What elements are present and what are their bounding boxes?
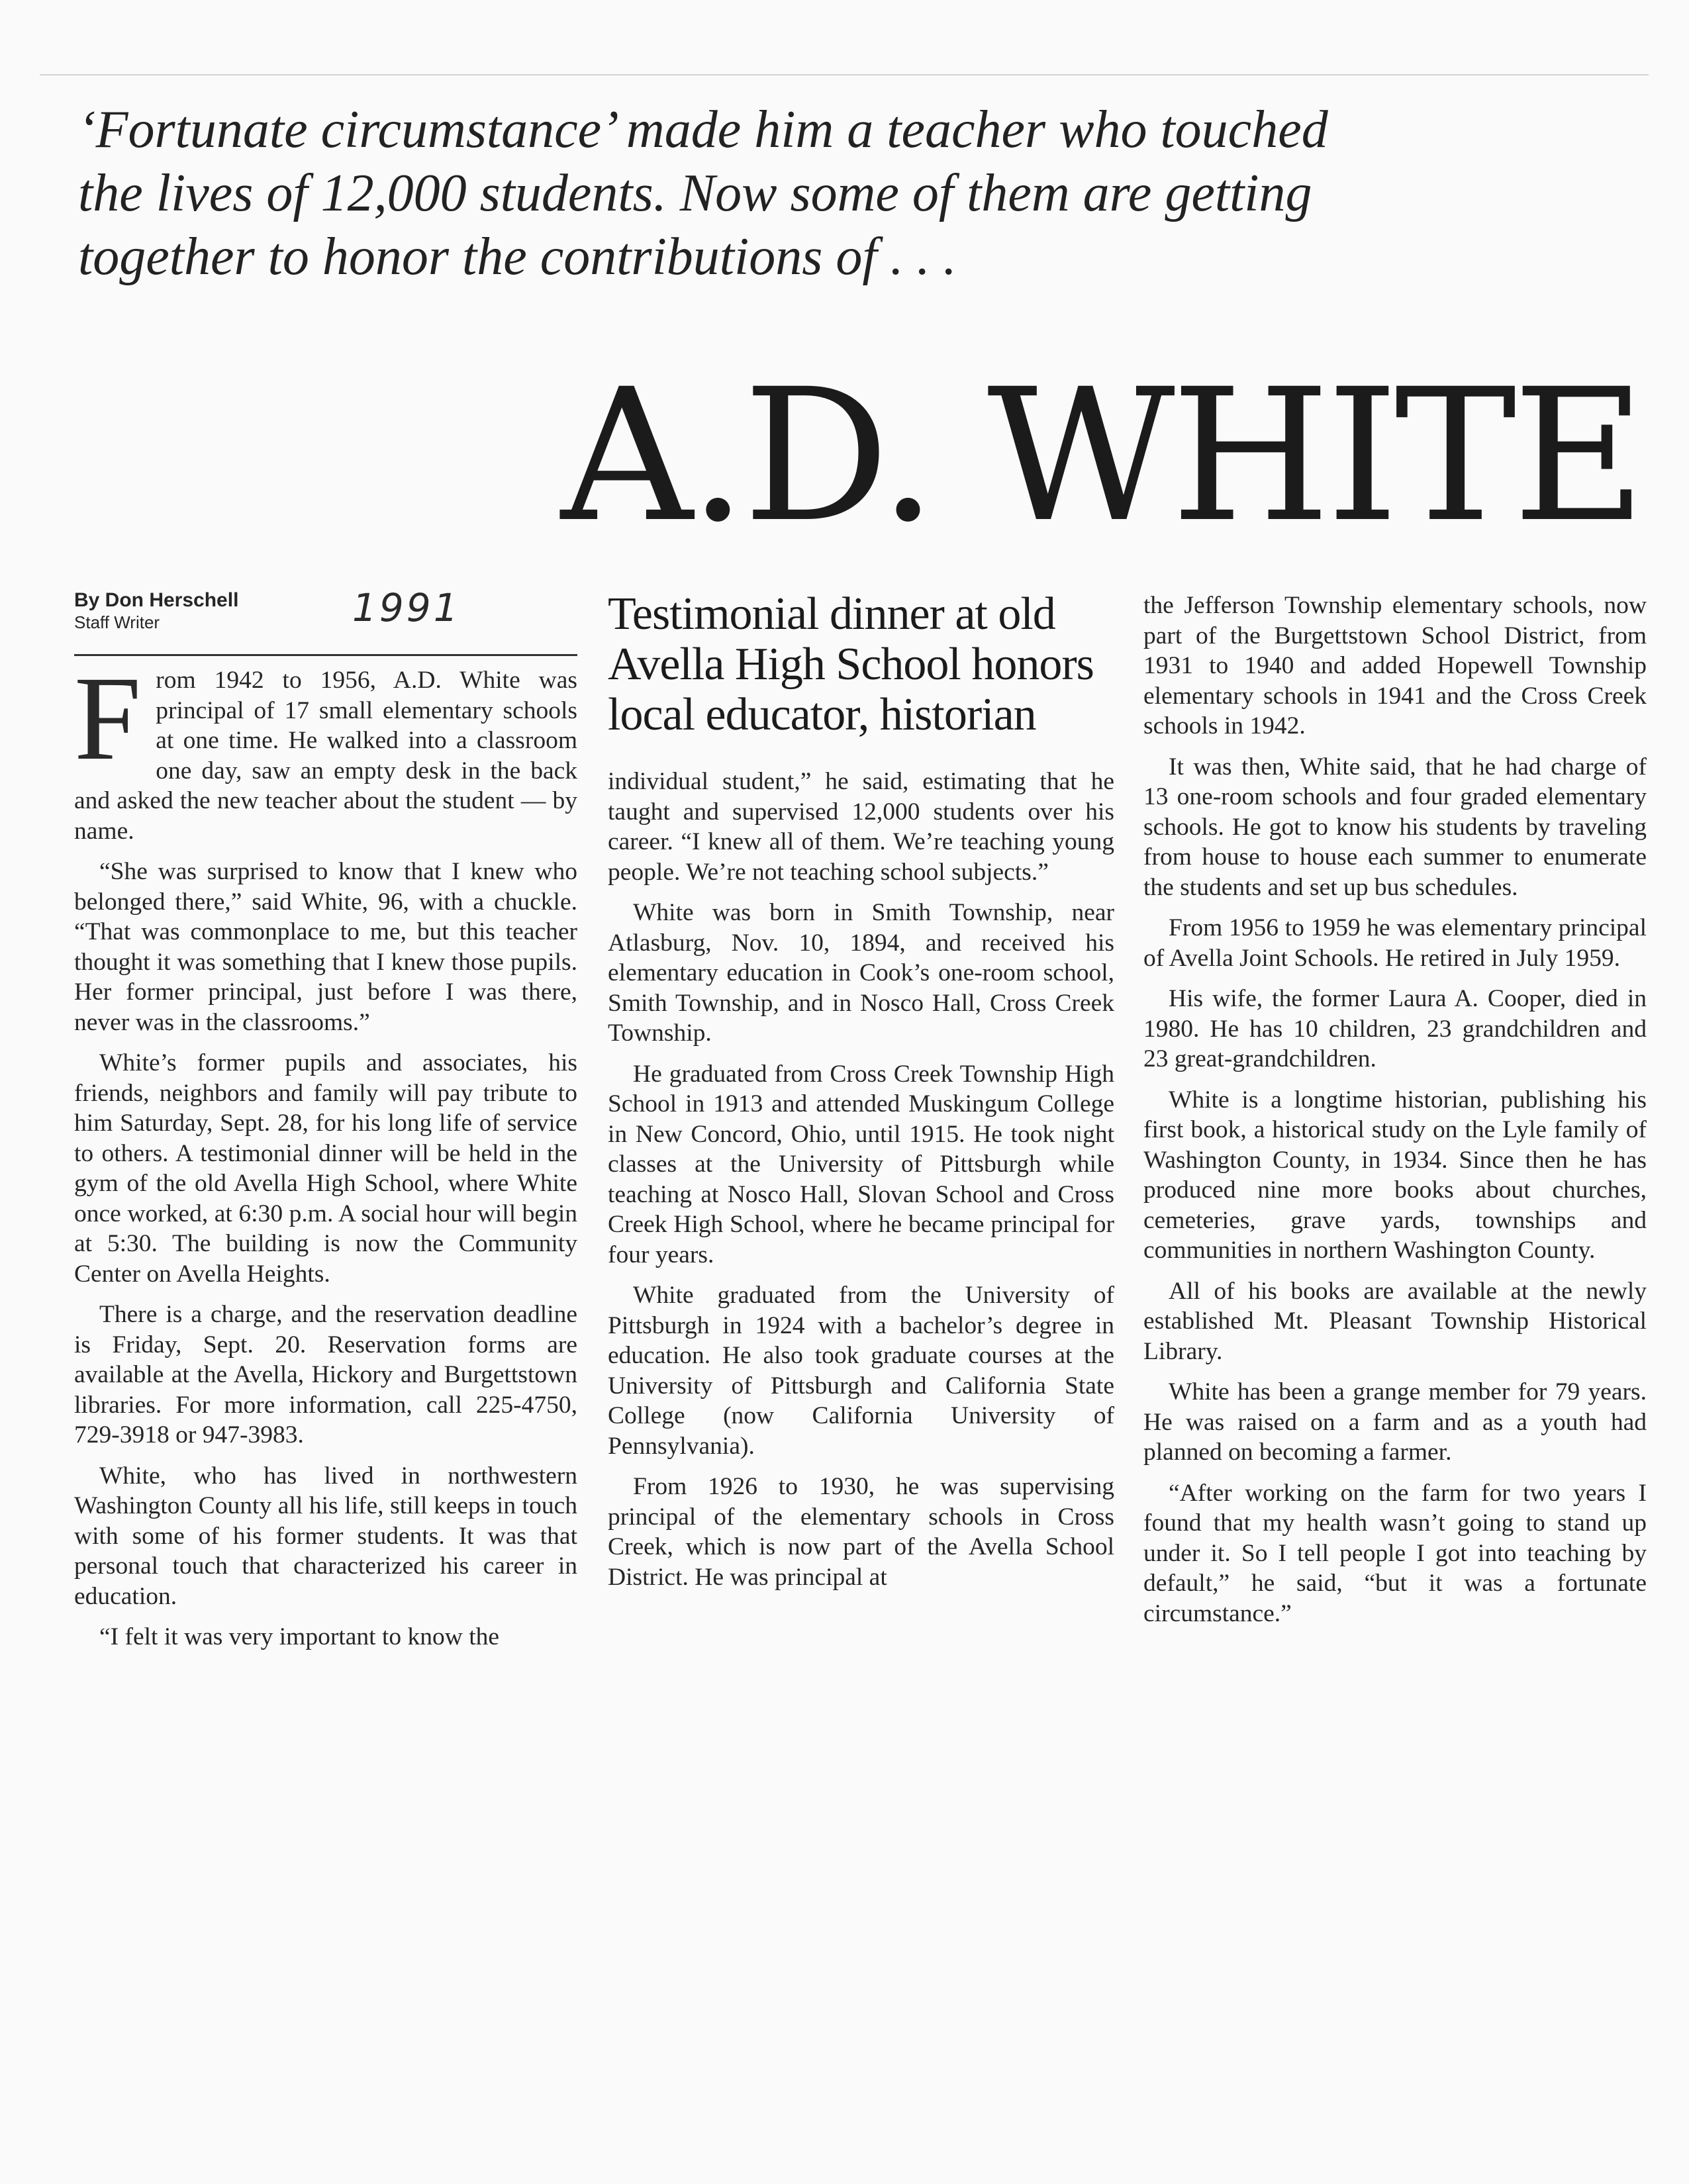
paragraph: White graduated from the University of Pittsburgh in 1924 with a bachelor’s degree in education. He also took graduate courses at the University of Pittsburgh and California State College (now California University of Pennsylvania). (608, 1282, 1114, 1460)
deck-headline (78, 98, 1627, 289)
drop-cap: F (74, 652, 142, 785)
deck-line-3: together to honor the contributions of . . . (78, 228, 957, 286)
paragraph: From 1926 to 1930, he was supervising principal of the elementary schools in Cross Creek, which is now part of the Avella School District. He was principal at (608, 1473, 1114, 1591)
paragraph: “She was surprised to know that I knew who belonged there,” said White, 96, with a chuckle. “That was commonplace to me, but this teacher thought it was something that I knew those pupils. Her former principal, just before I was there, never was in the classrooms.” (74, 858, 577, 1036)
paragraph: There is a charge, and the reservation deadline is Friday, Sept. 20. Reservation forms are available at the Avella, Hickory and Burgettstown libraries. For more information, call 225-4750, 729-3918 or 947-3983. (74, 1301, 577, 1448)
paragraph: From 1956 to 1959 he was elementary principal of Avella Joint Schools. He retired in July 1959. (1143, 914, 1647, 972)
paragraph: He graduated from Cross Creek Township High School in 1913 and attended Muskingum College in New Concord, Ohio, until 1915. He took night classes at the University of Pittsburgh while teaching at Nosco Hall, Slovan School and Cross Creek High School, where he became principal for four years. (608, 1060, 1114, 1268)
paragraph: White has been a grange member for 79 years. He was raised on a farm and as a youth had planned on becoming a farmer. (1143, 1378, 1647, 1466)
clipping-edge (40, 74, 1649, 75)
paragraph: “After working on the farm for two years I found that my health wasn’t going to stand up under it. So I tell people I got into teaching by default,” he said, “but it was a fortunate circumstance.” (1143, 1479, 1647, 1627)
paragraph: White, who has lived in northwestern Washington County all his life, still keeps in touch with some of his former students. It was that personal touch that characterized his career in education. (74, 1462, 577, 1610)
paragraph: White’s former pupils and associates, his friends, neighbors and family will pay tribute to him Saturday, Sept. 28, for his long life of service to others. A testimonial dinner will be held in the gym of the old Avella High School, where White once worked, at 6:30 p.m. A social hour will begin at 5:30. The building is now the Community Center on Avella Heights. (74, 1049, 577, 1288)
paragraph: His wife, the former Laura A. Cooper, died in 1980. He has 10 children, 23 grandchildren and 23 great-grandchildren. (1143, 985, 1647, 1072)
article-column-3 (1143, 591, 1647, 1639)
paragraph: All of his books are available at the newly established Mt. Pleasant Township Historical Library. (1143, 1277, 1647, 1365)
deck-line-2: the lives of 12,000 students. Now some of them are getting (78, 164, 1312, 222)
paragraph: individual student,” he said, estimating that he taught and supervised 12,000 students over his career. “I knew all of them. We’re teaching young people. We’re not teaching school subjects.” (608, 768, 1114, 886)
byline (74, 585, 577, 656)
article-column-2 (608, 589, 1114, 1603)
paragraph: the Jefferson Township elementary schools, now part of the Burgettstown School District, from 1931 to 1940 and added Hopewell Township elementary schools in 1941 and the Cross Creek schools in 1942. (1143, 592, 1647, 739)
main-headline: A.D. WHITE (561, 350, 1642, 563)
paragraph: “I felt it was very important to know the (99, 1623, 500, 1650)
subheadline: Testimonial dinner at old Avella High School honors local educator, historian (608, 589, 1094, 740)
article-column-1 (74, 585, 577, 1663)
paragraph: It was then, White said, that he had charge of 13 one-room schools and four graded elementary schools. He got to know his students by traveling from house to house each summer to enumerate the students and set up bus schedules. (1143, 753, 1647, 901)
byline-role: Staff Writer (74, 612, 160, 632)
paragraph: White was born in Smith Township, near Atlasburg, Nov. 10, 1894, and received his elementary education in Cook’s one-room school, Smith Township, and in Nosco Hall, Cross Creek Township. (608, 899, 1114, 1047)
paragraph: White is a longtime historian, publishing his first book, a historical study on the Lyle family of Washington County, in 1934. Since then he has produced nine more books about churches, cemeteries, grave yards, townships and communities in northern Washington County. (1143, 1086, 1647, 1264)
deck-line-1: ‘Fortunate circumstance’ made him a teacher who touched (78, 101, 1328, 159)
byline-author: By Don Herschell (74, 589, 239, 611)
paragraph: From 1942 to 1956, A.D. White was principal of 17 small elementary schools at one time. He walked into a classroom one day, saw an empty desk in the back and asked the new teacher about the student — by name. (74, 652, 577, 845)
handwritten-year: 1991 (352, 585, 461, 630)
